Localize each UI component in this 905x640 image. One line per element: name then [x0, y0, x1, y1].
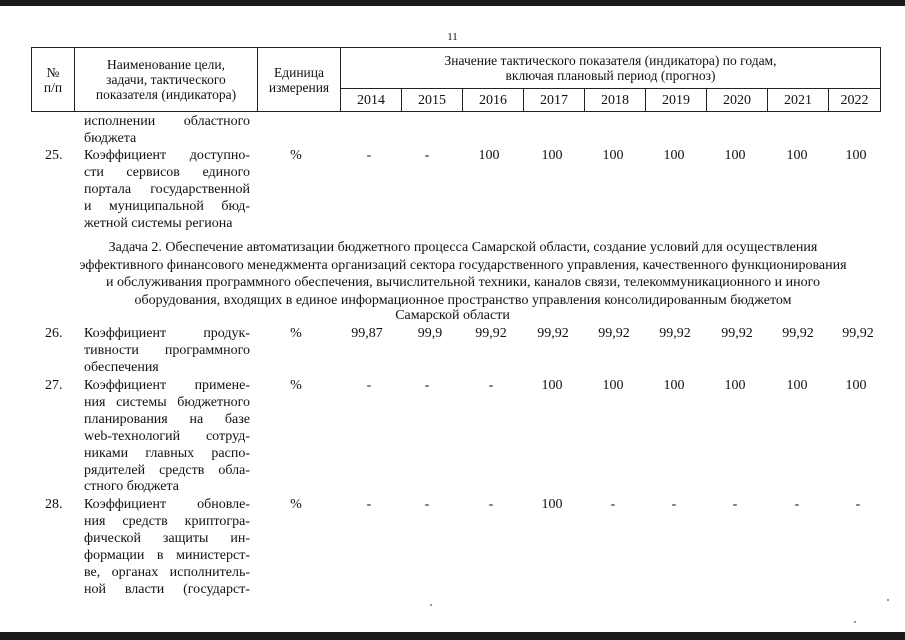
year-2016: 2016 [463, 89, 524, 112]
row28-value-2014: - [366, 497, 372, 512]
year-2017: 2017 [524, 89, 585, 112]
row27-number: 27. [45, 378, 63, 393]
year-2014: 2014 [341, 89, 402, 112]
row28-value-2022: - [855, 497, 861, 512]
task2-line: эффективного финансового менеджмента организаций сектора государственного управления, качественного функционирования [79, 257, 847, 273]
row26-value-2022: 99,92 [842, 326, 874, 341]
continuation-text [84, 114, 250, 148]
row27-value-2019: 100 [663, 378, 685, 393]
scan-top-edge [0, 0, 905, 6]
task2-line: Самарской области [395, 308, 510, 323]
header-name: Наименование цели, задачи, тактического показателя (индикатора) [75, 48, 258, 112]
row26-number: 26. [45, 326, 63, 341]
year-2018: 2018 [585, 89, 646, 112]
row27-line: планирования на базе [84, 411, 250, 427]
row28-unit: % [290, 497, 302, 512]
row25-value-2020: 100 [724, 148, 746, 163]
row25-line: портала государственной [84, 181, 250, 197]
year-2020: 2020 [707, 89, 768, 112]
row28-line: фической защиты ин- [84, 530, 250, 546]
row25-line: Коэффициент доступно- [84, 148, 250, 163]
row25-unit: % [290, 148, 302, 163]
row27-line: ния системы бюджетного [84, 394, 250, 410]
row25-value-2019: 100 [663, 148, 685, 163]
row26-line: обеспечения [84, 359, 159, 375]
row27-line: стного бюджета [84, 479, 179, 495]
row25-line: и муниципальной бюд- [84, 198, 250, 214]
row26-line: Коэффициент продук- [84, 326, 250, 341]
row27-line: никами главных распо- [84, 445, 250, 461]
scan-speck [854, 621, 856, 623]
page-number: 11 [447, 31, 458, 43]
row25-description [84, 148, 250, 233]
row26-line: тивности программного [84, 342, 250, 358]
row28-description [84, 497, 250, 598]
row28-value-2021: - [794, 497, 800, 512]
row27-value-2015: - [424, 378, 430, 393]
row27-line: рядителей средств обла- [84, 462, 250, 478]
row26-unit: % [290, 326, 302, 341]
row27-description [84, 378, 250, 496]
task2-line: Задача 2. Обеспечение автоматизации бюджетного процесса Самарской области, создание условий для осуществления [108, 240, 818, 255]
row27-line: Коэффициент примене- [84, 378, 250, 393]
row25-line: сти сервисов единого [84, 164, 250, 180]
continuation-line: исполнении областного [84, 114, 250, 129]
row25-value-2018: 100 [602, 148, 624, 163]
year-2021: 2021 [768, 89, 829, 112]
row28-line: ния средств криптогра- [84, 513, 250, 529]
row27-line: web-технологий сотруд- [84, 428, 250, 444]
row26-value-2016: 99,92 [475, 326, 507, 341]
row28-value-2016: - [488, 497, 494, 512]
row27-value-2020: 100 [724, 378, 746, 393]
scan-speck [430, 604, 432, 606]
scan-speck [887, 599, 889, 601]
header-num: № п/п [32, 48, 75, 112]
row28-value-2020: - [732, 497, 738, 512]
row28-value-2015: - [424, 497, 430, 512]
task2-line: оборудования, входящих в единое информационное пространство управления консолидированным бюджетом [134, 292, 792, 308]
row27-value-2022: 100 [845, 378, 867, 393]
row25-value-2014: - [366, 148, 372, 163]
row28-line: ной власти (государст- [84, 581, 250, 597]
row27-value-2016: - [488, 378, 494, 393]
row28-value-2017: 100 [541, 497, 563, 512]
row28-line: формации в министерст- [84, 547, 250, 563]
row26-value-2018: 99,92 [598, 326, 630, 341]
header-values: Значение тактического показателя (индикатора) по годам, включая плановый период (прогноз) [341, 48, 881, 89]
task2-line: и обслуживания программного обеспечения, вычислительной техники, каналов связи, телекоммуникационного и иного [106, 275, 820, 291]
row26-value-2015: 99,9 [417, 326, 443, 341]
row27-value-2014: - [366, 378, 372, 393]
row27-unit: % [290, 378, 302, 393]
row26-value-2021: 99,92 [782, 326, 814, 341]
year-2022: 2022 [829, 89, 881, 112]
row27-value-2018: 100 [602, 378, 624, 393]
row26-value-2017: 99,92 [537, 326, 569, 341]
task2-heading [38, 239, 888, 309]
row25-value-2017: 100 [541, 148, 563, 163]
row25-value-2016: 100 [478, 148, 500, 163]
row25-value-2022: 100 [845, 148, 867, 163]
row25-value-2021: 100 [786, 148, 808, 163]
row28-line: ве, органах исполнитель- [84, 564, 250, 580]
row27-value-2021: 100 [786, 378, 808, 393]
row26-value-2020: 99,92 [721, 326, 753, 341]
row25-number: 25. [45, 148, 63, 163]
row28-value-2018: - [610, 497, 616, 512]
row28-value-2019: - [671, 497, 677, 512]
year-2019: 2019 [646, 89, 707, 112]
row26-description [84, 326, 250, 377]
header-unit: Единица измерения [258, 48, 341, 112]
row28-line: Коэффициент обновле- [84, 497, 250, 512]
row25-value-2015: - [424, 148, 430, 163]
row28-number: 28. [45, 497, 63, 512]
row25-line: жетной системы региона [84, 215, 233, 231]
year-2015: 2015 [402, 89, 463, 112]
row26-value-2014: 99,87 [351, 326, 383, 341]
scan-bottom-edge [0, 632, 905, 640]
row27-value-2017: 100 [541, 378, 563, 393]
continuation-line: бюджета [84, 130, 137, 146]
row26-value-2019: 99,92 [659, 326, 691, 341]
table-header [31, 47, 881, 112]
